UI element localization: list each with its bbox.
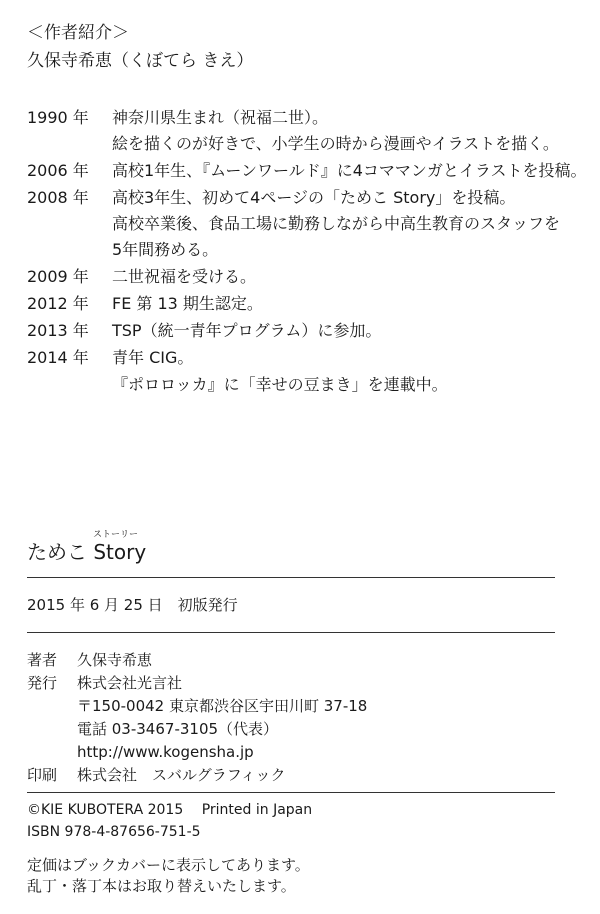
timeline-text: 『ポロロッカ』に「幸せの豆まき」を連載中。 bbox=[112, 375, 448, 394]
timeline-year: 2012 年 bbox=[27, 294, 89, 313]
book-title-ruby: ストーリー bbox=[93, 530, 139, 540]
timeline-year: 2008 年 bbox=[27, 188, 89, 207]
printer-label: 印刷 bbox=[27, 766, 58, 784]
price-note: 定価はブックカバーに表示してあります。 bbox=[27, 856, 310, 874]
publisher-phone: 電話 03-3467-3105（代表） bbox=[77, 720, 279, 738]
divider bbox=[27, 577, 555, 578]
replacement-note: 乱丁・落丁本はお取り替えいたします。 bbox=[27, 877, 296, 895]
timeline-text: 二世祝福を受ける。 bbox=[112, 267, 257, 286]
timeline-text: 絵を描くのが好きで、小学生の時から漫画やイラストを描く。 bbox=[112, 134, 559, 153]
timeline-text: 青年 CIG。 bbox=[112, 348, 194, 367]
timeline-year: 2009 年 bbox=[27, 267, 89, 286]
book-title: ためこ Story bbox=[27, 540, 147, 564]
author-label: 著者 bbox=[27, 651, 58, 669]
timeline-year: 2014 年 bbox=[27, 348, 89, 367]
divider bbox=[27, 792, 555, 793]
timeline-text: 高校1年生、『ムーンワールド』に4コママンガとイラストを投稿。 bbox=[112, 161, 587, 180]
profile-heading: ＜作者紹介＞ bbox=[27, 23, 129, 43]
timeline-text: 高校3年生、初めて4ページの「ためこ Story」を投稿。 bbox=[112, 188, 516, 207]
timeline-text: 神奈川県生まれ（祝福二世）。 bbox=[112, 108, 329, 127]
publisher-url[interactable]: http://www.kogensha.jp bbox=[77, 743, 254, 761]
timeline-year: 1990 年 bbox=[27, 108, 89, 127]
author-value: 久保寺希恵 bbox=[77, 651, 153, 669]
publication-date: 2015 年 6 月 25 日 初版発行 bbox=[27, 596, 238, 614]
author-name: 久保寺希恵（くぼてら きえ） bbox=[27, 51, 254, 71]
timeline-text: 5年間務める。 bbox=[112, 240, 219, 259]
timeline-text: 高校卒業後、食品工場に勤務しながら中高生教育のスタッフを bbox=[112, 214, 561, 233]
timeline-text: FE 第 13 期生認定。 bbox=[112, 294, 263, 313]
timeline-year: 2013 年 bbox=[27, 321, 89, 340]
isbn: ISBN 978-4-87656-751-5 bbox=[27, 824, 201, 840]
divider bbox=[27, 632, 555, 633]
timeline-year: 2006 年 bbox=[27, 161, 89, 180]
publisher-label: 発行 bbox=[27, 674, 58, 692]
publisher-value: 株式会社光言社 bbox=[77, 674, 183, 692]
copyright: ©KIE KUBOTERA 2015 Printed in Japan bbox=[27, 802, 313, 818]
timeline-text: TSP（統一青年プログラム）に参加。 bbox=[112, 321, 382, 340]
publisher-address: 〒150-0042 東京都渋谷区宇田川町 37-18 bbox=[77, 697, 368, 715]
printer-value: 株式会社 スバルグラフィック bbox=[77, 766, 286, 784]
